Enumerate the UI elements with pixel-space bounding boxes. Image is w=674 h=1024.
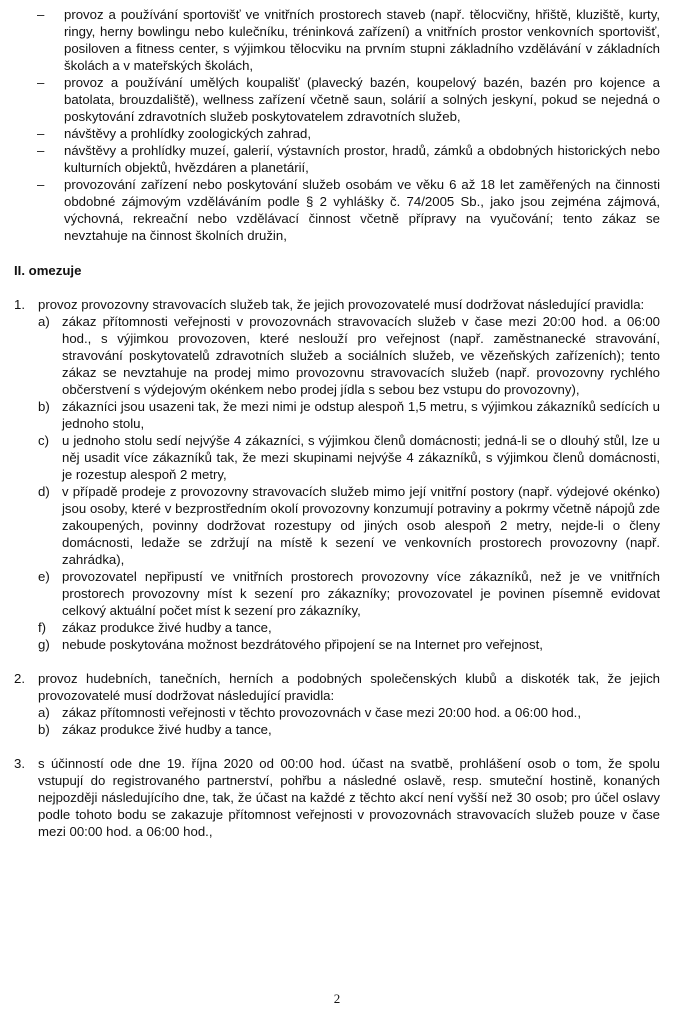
sub-item-letter: b) bbox=[38, 399, 50, 414]
list-item-text: návštěvy a prohlídky zoologických zahrad, bbox=[64, 126, 312, 141]
sub-item-text: zákaz produkce živé hudby a tance, bbox=[62, 620, 272, 635]
dash-bullet: – bbox=[37, 126, 45, 141]
sub-item bbox=[38, 568, 660, 619]
list-item bbox=[14, 142, 660, 176]
sub-item-text: provozovatel nepřipustí ve vnitřních prostorech provozovny více zákazníků, než je ve vnitřních prostorech provozovny míst k sezení pro zákazníky; provozovatel je povinen písemně evidovat celkový aktuální počet míst k sezení pro zákazníky, bbox=[62, 569, 660, 618]
sub-item-text: zákaz přítomnosti veřejnosti v těchto provozovnách v čase mezi 20:00 hod. a 06:00 hod., bbox=[62, 705, 582, 720]
sub-item-text: zákaz produkce živé hudby a tance, bbox=[62, 722, 272, 737]
item-body bbox=[38, 755, 660, 840]
item-number: 3. bbox=[14, 756, 25, 771]
list-item bbox=[14, 6, 660, 74]
sub-item-letter: a) bbox=[38, 314, 50, 329]
sub-item-text: v případě prodeje z provozovny stravovacích služeb mimo její vnitřní postory (např. výdejové okénko) jsou osoby, které v bezprostředním okolí provozovny konzumují potraviny a pokrmy včetně nápojů zde zakoupených, povinny dodržovat rozestupy od jiných osob alespoň 2 metry, nejde-li o členy domácnosti, ledaže se zdržují na místě k sezení ve venkovních prostorech provozovny (např. zahrádka), bbox=[62, 484, 660, 567]
item-number: 2. bbox=[14, 671, 25, 686]
sub-item bbox=[38, 636, 660, 653]
sub-item-letter: d) bbox=[38, 484, 50, 499]
prohibition-list bbox=[14, 6, 660, 244]
numbered-item-1 bbox=[14, 296, 660, 653]
sub-item-letter: a) bbox=[38, 705, 50, 720]
sub-item-text: zákaz přítomnosti veřejnosti v provozovnách stravovacích služeb v čase mezi 20:00 hod. a 06:00 hod., s výjimkou provozoven, které neslouží pro veřejnost (např. zaměstnanecké stravování, stravování poskytovatelů zdravotních služeb a sociálních služeb, ve vězeňských zařízeních); tento zákaz se nevztahuje na prodej mimo provozovnu stravovacích služeb (např. provozovny rychlého občerstvení s výdejovým okénkem nebo prodej jídla s sebou bez vstupu do provozovny), bbox=[62, 314, 660, 397]
item-number: 1. bbox=[14, 297, 25, 312]
sub-item bbox=[38, 721, 660, 738]
dash-bullet: – bbox=[37, 7, 45, 22]
list-item bbox=[14, 176, 660, 244]
sub-item bbox=[38, 704, 660, 721]
dash-bullet: – bbox=[37, 177, 45, 192]
item-intro: provoz provozovny stravovacích služeb tak, že jejich provozovatelé musí dodržovat následující pravidla: bbox=[38, 297, 645, 312]
item-intro: provoz hudebních, tanečních, herních a podobných společenských klubů a diskoték tak, že jejich provozovatelé musí dodržovat následující pravidla: bbox=[38, 671, 660, 703]
sub-item-letter: g) bbox=[38, 637, 50, 652]
sub-item bbox=[38, 398, 660, 432]
item-intro: s účinností ode dne 19. října 2020 od 00:00 hod. účast na svatbě, prohlášení osob o tom, že spolu vstupují do registrovaného partnerství, pohřbu a následné oslavě, resp. smuteční hostině, konaných nejpozději následujícího dne, tak, že účast na každé z těchto akcí není vyšší než 30 osob; pro účel oslavy podle tohoto bodu se zakazuje přítomnost veřejnosti v provozovnách stravovacích služeb pouze v čase mezi 00:00 hod. a 06:00 hod., bbox=[38, 756, 660, 839]
dash-bullet: – bbox=[37, 75, 45, 90]
numbered-item-2 bbox=[14, 670, 660, 738]
page-content bbox=[14, 6, 660, 857]
list-item-text: provozování zařízení nebo poskytování služeb osobám ve věku 6 až 18 let zaměřených na činnosti obdobné zájmovým vzděláváním podle § 2 vyhlášky č. 74/2005 Sb., jako jsou zejména zájmová, výchovná, rekreační nebo vzdělávací činnost včetně přípravy na vyučování; tento zákaz se nevztahuje na činnost školních družin, bbox=[64, 177, 660, 243]
sub-item-text: nebude poskytována možnost bezdrátového připojení se na Internet pro veřejnost, bbox=[62, 637, 543, 652]
page-number: 2 bbox=[333, 991, 341, 1006]
numbered-item-3 bbox=[14, 755, 660, 840]
list-item-text: provoz a používání sportovišť ve vnitřních prostorech staveb (např. tělocvičny, hřiště, kluziště, kurty, ringy, herny bowlingu nebo kulečníku, tréninková zařízení) a vnitřních prostor venkovních sportovišť, posiloven a fitness center, s výjimkou tělocviku na prvním stupni základního vzdělávání v základních školách a v mateřských školách, bbox=[64, 7, 660, 73]
list-item bbox=[14, 125, 660, 142]
sub-item-letter: b) bbox=[38, 722, 50, 737]
list-item-text: návštěvy a prohlídky muzeí, galerií, výstavních prostor, hradů, zámků a obdobných historických nebo kulturních objektů, hvězdáren a planetárií, bbox=[64, 143, 660, 175]
item-body bbox=[38, 296, 660, 653]
sub-item-letter: f) bbox=[38, 620, 47, 635]
section-heading: II. omezuje bbox=[14, 263, 82, 278]
sub-item bbox=[38, 313, 660, 398]
sub-item-letter: e) bbox=[38, 569, 50, 584]
sub-item bbox=[38, 483, 660, 568]
item-body bbox=[38, 670, 660, 738]
sub-item-letter: c) bbox=[38, 433, 49, 448]
sub-item-text: u jednoho stolu sedí nejvýše 4 zákazníci, s výjimkou členů domácnosti; jedná-li se o dlouhý stůl, lze u něj usadit více zákazníků tak, že mezi skupinami nejvýše 4 zákazníků, s výjimkou členů domácnosti, je rozestup alespoň 2 metry, bbox=[62, 433, 660, 482]
list-item-text: provoz a používání umělých koupališť (plavecký bazén, koupelový bazén, bazén pro kojence a batolata, brouzdaliště), wellness zařízení včetně saun, solárií a solných jeskyní, pokud se nejedná o poskytování zdravotních služeb poskytovatelem zdravotních služeb, bbox=[64, 75, 660, 124]
sub-item-text: zákazníci jsou usazeni tak, že mezi nimi je odstup alespoň 1,5 metru, s výjimkou zákazníků sedících u jednoho stolu, bbox=[62, 399, 660, 431]
sub-item bbox=[38, 432, 660, 483]
dash-bullet: – bbox=[37, 143, 45, 158]
sub-item bbox=[38, 619, 660, 636]
list-item bbox=[14, 74, 660, 125]
